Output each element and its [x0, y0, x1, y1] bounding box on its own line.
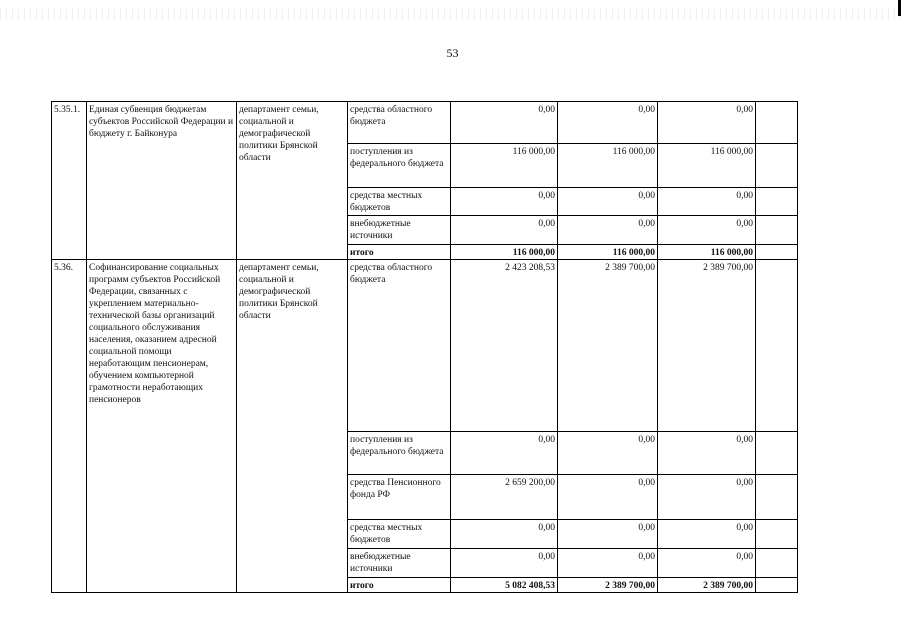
empty-cell — [756, 578, 798, 593]
amount-cell: 0,00 — [451, 432, 558, 475]
total-amount: 2 389 700,00 — [658, 578, 756, 593]
funding-source: средства областного бюджета — [348, 260, 451, 432]
row-index: 5.36. — [52, 260, 87, 593]
funding-source: внебюджетные источники — [348, 549, 451, 578]
empty-cell — [756, 216, 798, 245]
amount-cell: 0,00 — [558, 216, 658, 245]
empty-cell — [756, 144, 798, 188]
amount-cell: 0,00 — [451, 216, 558, 245]
amount-cell: 116 000,00 — [658, 144, 756, 188]
funding-source: внебюджетные источники — [348, 216, 451, 245]
amount-cell: 0,00 — [451, 549, 558, 578]
funding-source: средства местных бюджетов — [348, 520, 451, 549]
amount-cell: 0,00 — [658, 216, 756, 245]
empty-cell — [756, 245, 798, 260]
empty-cell — [756, 102, 798, 144]
total-label: итого — [348, 245, 451, 260]
total-amount: 116 000,00 — [558, 245, 658, 260]
empty-cell — [756, 549, 798, 578]
total-amount: 116 000,00 — [658, 245, 756, 260]
amount-cell: 116 000,00 — [451, 144, 558, 188]
amount-cell: 0,00 — [658, 188, 756, 216]
amount-cell: 0,00 — [558, 102, 658, 144]
table-row — [52, 260, 798, 432]
scan-artifact-top — [0, 8, 905, 20]
row-department: департамент семьи, социальной и демографической политики Брянской области — [237, 102, 348, 260]
empty-cell — [756, 260, 798, 432]
amount-cell: 0,00 — [658, 475, 756, 520]
amount-cell: 0,00 — [558, 475, 658, 520]
budget-table — [51, 101, 798, 593]
amount-cell: 2 389 700,00 — [558, 260, 658, 432]
amount-cell: 0,00 — [451, 520, 558, 549]
empty-cell — [756, 475, 798, 520]
empty-cell — [756, 188, 798, 216]
table-row — [52, 102, 798, 144]
scan-edge-mark — [898, 0, 901, 16]
total-label: итого — [348, 578, 451, 593]
empty-cell — [756, 520, 798, 549]
row-department: департамент семьи, социальной и демографической политики Брянской области — [237, 260, 348, 593]
amount-cell: 0,00 — [558, 520, 658, 549]
amount-cell: 0,00 — [558, 432, 658, 475]
page-number: 53 — [446, 46, 459, 60]
funding-source: поступления из федерального бюджета — [348, 432, 451, 475]
row-title: Единая субвенция бюджетам субъектов Российской Федерации и бюджету г. Байконура — [87, 102, 237, 260]
amount-cell: 0,00 — [558, 188, 658, 216]
total-amount: 116 000,00 — [451, 245, 558, 260]
amount-cell: 0,00 — [658, 432, 756, 475]
amount-cell: 0,00 — [658, 549, 756, 578]
row-title: Софинансирование социальных программ субъектов Российской Федерации, связанных с укреплением материально-технической базы организаций социального обслуживания населения, оказанием адресной социальной помощи неработающим пенсионерам, обучением компьютерной грамотности неработающих пенсионеров — [87, 260, 237, 593]
funding-source: средства областного бюджета — [348, 102, 451, 144]
total-amount: 2 389 700,00 — [558, 578, 658, 593]
amount-cell: 116 000,00 — [558, 144, 658, 188]
amount-cell: 0,00 — [658, 102, 756, 144]
amount-cell: 0,00 — [451, 188, 558, 216]
amount-cell: 0,00 — [558, 549, 658, 578]
funding-source: средства Пенсионного фонда РФ — [348, 475, 451, 520]
funding-source: средства местных бюджетов — [348, 188, 451, 216]
amount-cell: 2 423 208,53 — [451, 260, 558, 432]
total-amount: 5 082 408,53 — [451, 578, 558, 593]
amount-cell: 2 659 200,00 — [451, 475, 558, 520]
empty-cell — [756, 432, 798, 475]
amount-cell: 0,00 — [451, 102, 558, 144]
funding-source: поступления из федерального бюджета — [348, 144, 451, 188]
amount-cell: 0,00 — [658, 520, 756, 549]
amount-cell: 2 389 700,00 — [658, 260, 756, 432]
row-index: 5.35.1. — [52, 102, 87, 260]
